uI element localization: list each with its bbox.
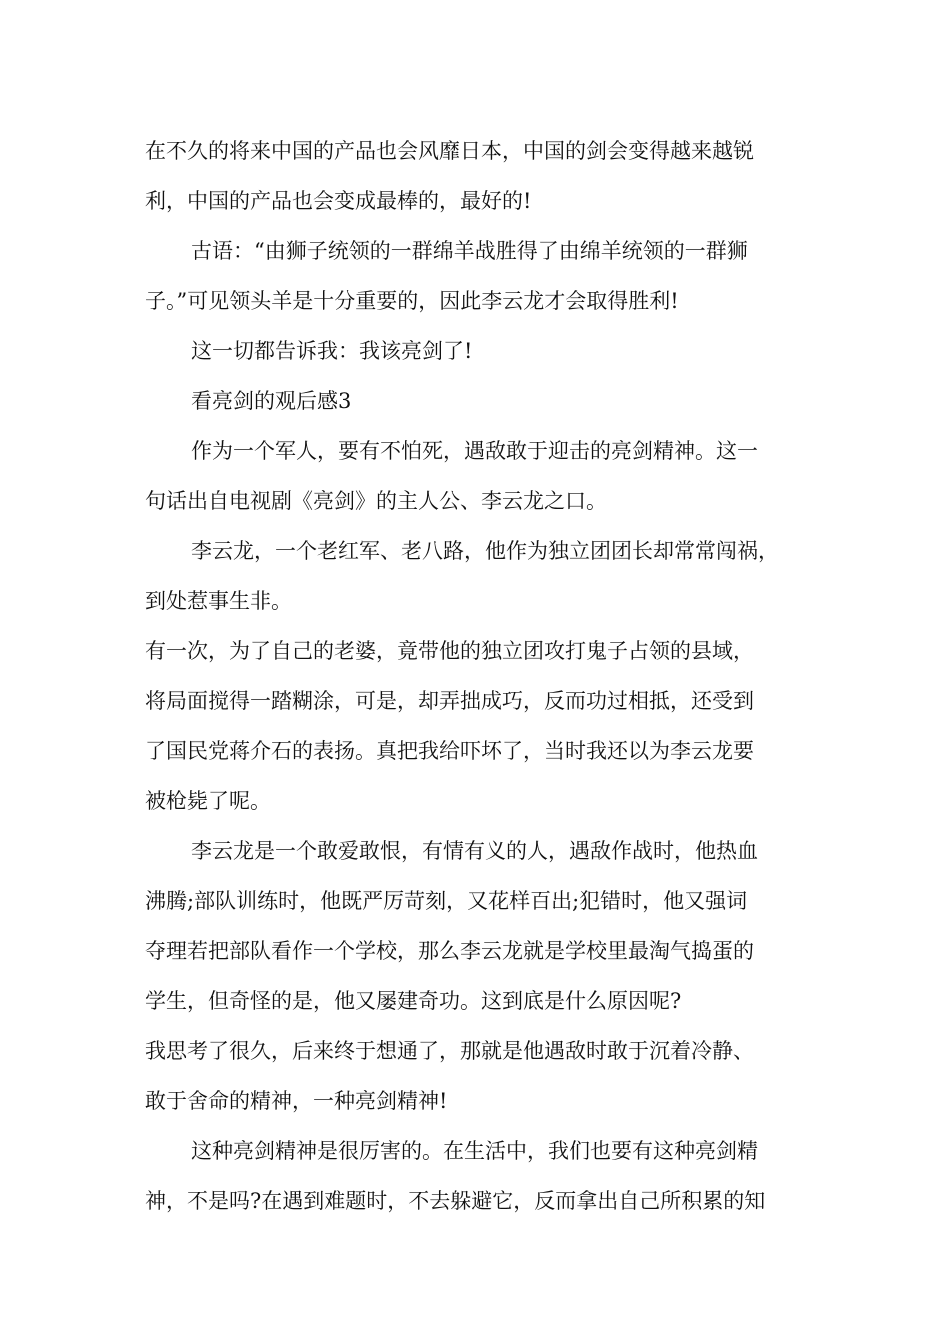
text-line: 有一次，为了自己的老婆，竟带他的独立团攻打鬼子占领的县域，	[145, 639, 754, 663]
text-line: 利，中国的产品也会变成最棒的，最好的!	[145, 189, 532, 213]
text-line: 将局面搅得一踏糊涂，可是，却弄拙成巧，反而功过相抵，还受到	[145, 689, 754, 713]
text-line: 作为一个军人，要有不怕死，遇敌敢于迎击的亮剑精神。这一	[191, 439, 758, 463]
text-line: 学生，但奇怪的是，他又屡建奇功。这到底是什么原因呢?	[145, 989, 682, 1013]
text-line: 这种亮剑精神是很厉害的。在生活中，我们也要有这种亮剑精	[191, 1139, 758, 1163]
text-line: 古语：“由狮子统领的一群绵羊战胜得了由绵羊统领的一群狮	[191, 239, 748, 263]
text-line: 句话出自电视剧《亮剑》的主人公、李云龙之口。	[145, 489, 607, 513]
text-line: 被枪毙了呢。	[145, 789, 271, 813]
text-line: 我思考了很久，后来终于想通了，那就是他遇敌时敢于沉着冷静、	[145, 1039, 754, 1063]
text-line: 神，不是吗?在遇到难题时，不去躲避它，反而拿出自己所积累的知	[145, 1189, 766, 1213]
text-line: 李云龙，一个老红军、老八路，他作为独立团团长却常常闯祸，	[191, 539, 779, 563]
text-line: 了国民党蒋介石的表扬。真把我给吓坏了，当时我还以为李云龙要	[145, 739, 754, 763]
text-line: 这一切都告诉我：我该亮剑了!	[191, 339, 473, 363]
document-body	[145, 126, 825, 1226]
text-line: 到处惹事生非。	[145, 589, 292, 613]
text-line: 敢于舍命的精神，一种亮剑精神!	[145, 1089, 448, 1113]
text-line: 夺理若把部队看作一个学校，那么李云龙就是学校里最淘气捣蛋的	[145, 939, 754, 963]
text-line: 沸腾;部队训练时，他既严厉苛刻，又花样百出;犯错时，他又强词	[145, 889, 748, 913]
text-line: 子。”可见领头羊是十分重要的，因此李云龙才会取得胜利!	[145, 289, 679, 313]
text-line: 在不久的将来中国的产品也会风靡日本，中国的剑会变得越来越锐	[145, 139, 754, 163]
text-line: 看亮剑的观后感3	[191, 389, 352, 413]
text-line: 李云龙是一个敢爱敢恨，有情有义的人，遇敌作战时，他热血	[191, 839, 758, 863]
